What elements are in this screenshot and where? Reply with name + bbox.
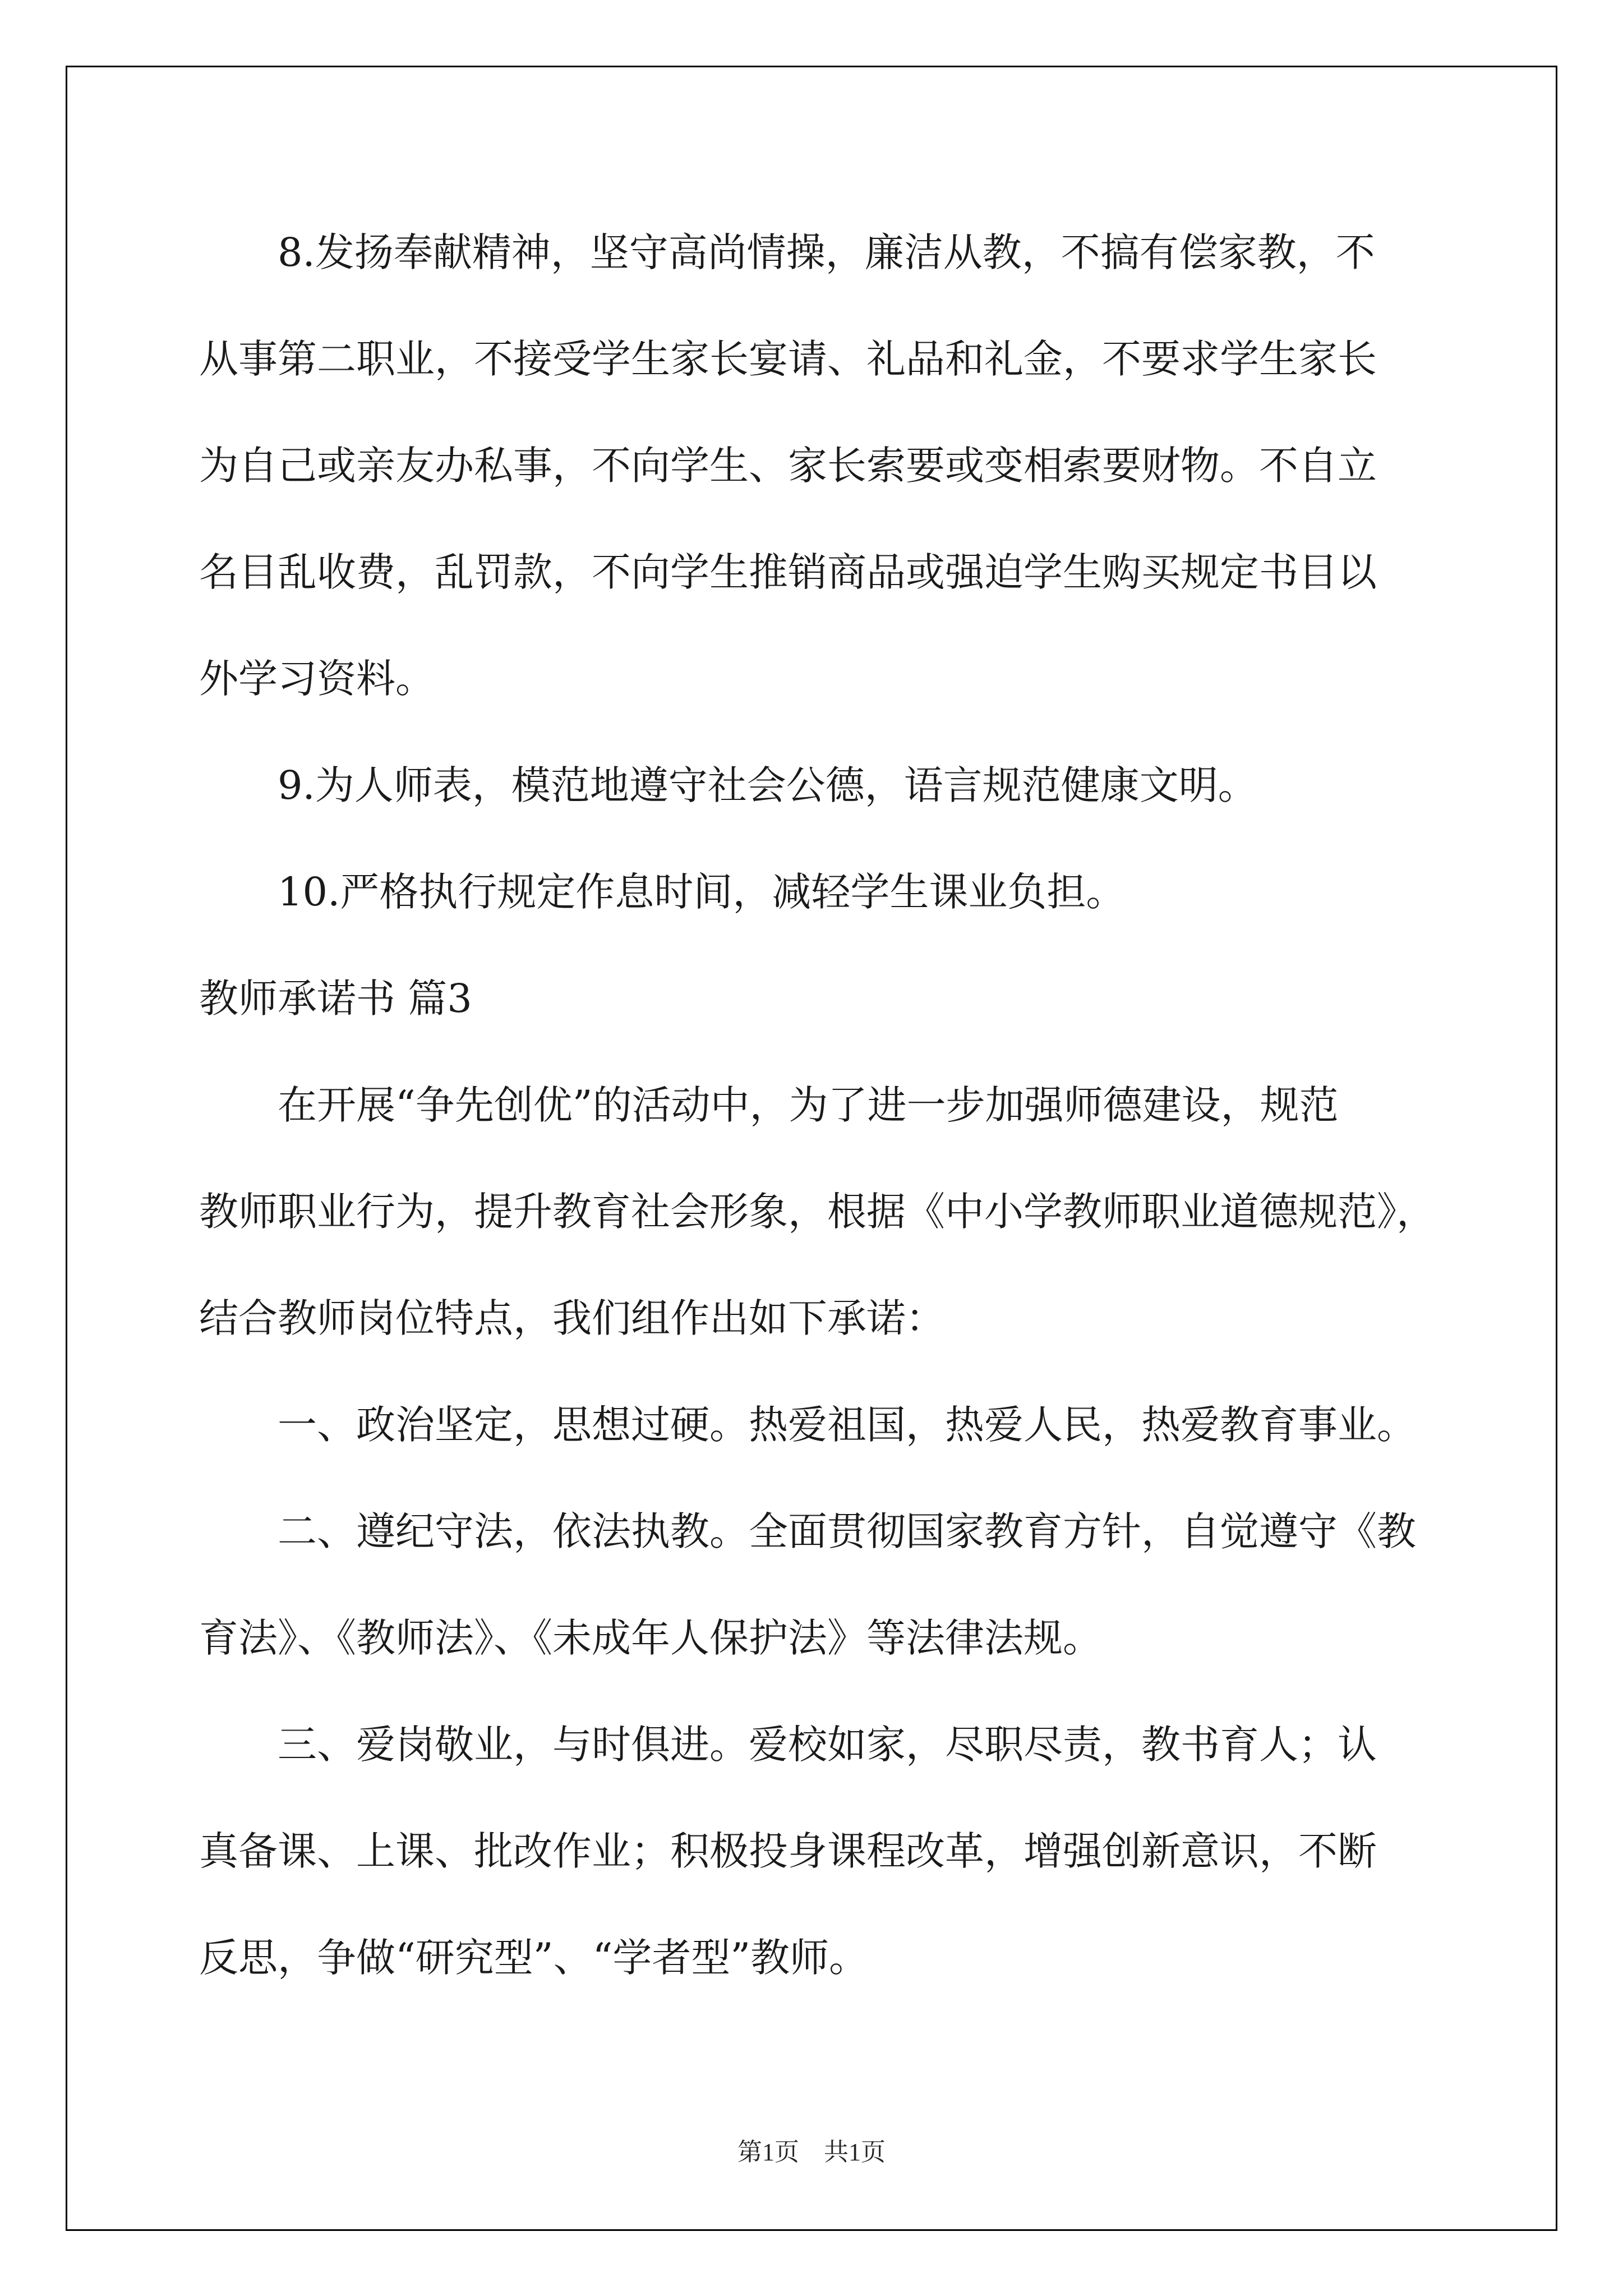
paragraph-8-line-1: 8.发扬奉献精神，坚守高尚情操，廉洁从教，不搞有偿家教，不 — [278, 229, 1375, 275]
commitment-1: 一、政治坚定，思想过硬。热爱祖国，热爱人民，热爱教育事业。 — [278, 1402, 1416, 1448]
section-heading: 教师承诺书 篇3 — [199, 976, 472, 1022]
paragraph-9: 9.为人师表，模范地遵守社会公德，语言规范健康文明。 — [278, 762, 1257, 808]
intro-line-2: 教师职业行为，提升教育社会形象，根据《中小学教师职业道德规范》， — [199, 1189, 1436, 1235]
paragraph-8-line-2: 从事第二职业，不接受学生家长宴请、礼品和礼金，不要求学生家长 — [199, 336, 1377, 382]
paragraph-8-line-3: 为自己或亲友办私事，不向学生、家长索要或变相索要财物。不自立 — [199, 443, 1377, 489]
commitment-3-line-1: 三、爱岗敬业，与时俱进。爱校如家，尽职尽责，教书育人；认 — [278, 1722, 1377, 1768]
intro-line-1: 在开展“争先创优”的活动中，为了进一步加强师德建设，规范 — [278, 1082, 1339, 1128]
paragraph-8-line-5: 外学习资料。 — [199, 656, 435, 702]
intro-line-3: 结合教师岗位特点，我们组作出如下承诺： — [199, 1295, 945, 1341]
page-border — [66, 66, 1557, 2231]
commitment-3-line-2: 真备课、上课、批改作业；积极投身课程改革，增强创新意识，不断 — [199, 1828, 1377, 1874]
paragraph-8-line-4: 名目乱收费，乱罚款，不向学生推销商品或强迫学生购买规定书目以 — [199, 549, 1377, 595]
paragraph-10: 10.严格执行规定作息时间，减轻学生课业负担。 — [278, 869, 1126, 915]
commitment-2-line-1: 二、遵纪守法，依法执教。全面贯彻国家教育方针，自觉遵守《教 — [278, 1508, 1416, 1554]
page-footer: 第1页 共1页 — [737, 2138, 886, 2166]
commitment-3-line-3: 反思，争做“研究型”、“学者型”教师。 — [199, 1935, 869, 1981]
commitment-2-line-2: 育法》、《教师法》、《未成年人保护法》等法律法规。 — [199, 1615, 1102, 1661]
